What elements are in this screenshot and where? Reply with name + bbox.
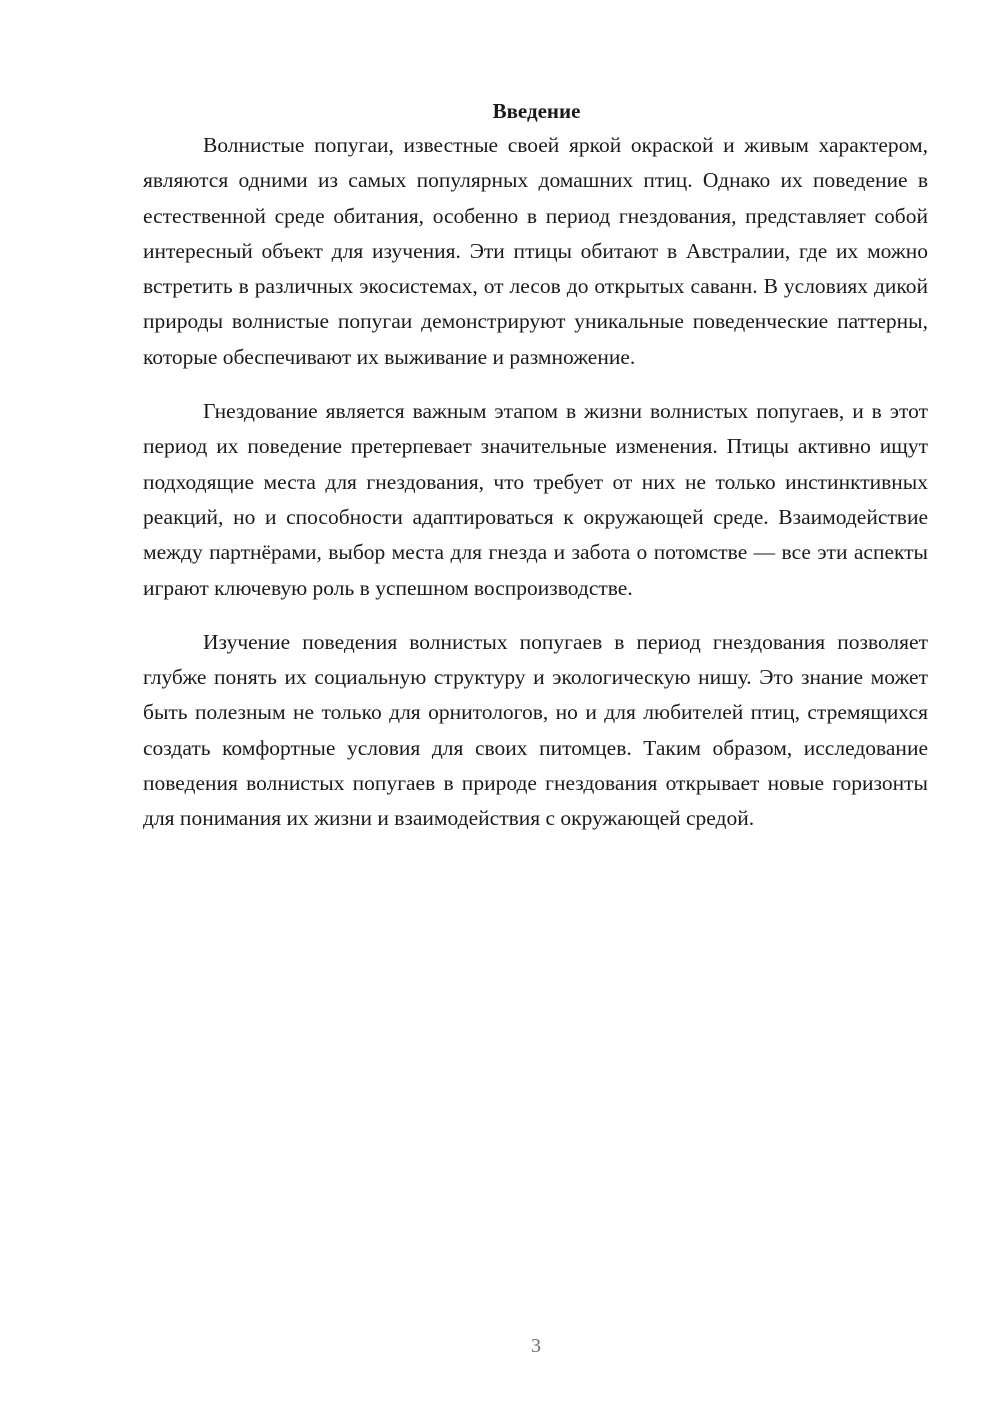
section-heading: Введение: [492, 99, 581, 123]
page-number: 3: [531, 1335, 541, 1357]
paragraph-1: Волнистые попугаи, известные своей яркой окраской и живым характером, являются одними из самых популярных домашних птиц. Однако их поведение в естественной среде обитания, особенно в период гнездования, представляет собой интересный объект для изучения. Эти птицы обитают в Австралии, где их можно встретить в различных экосистемах, от лесов до открытых саванн. В условиях дикой природы волнистые попугаи демонстрируют уникальные поведенческие паттерны, которые обеспечивают их выживание и размножение.: [143, 133, 928, 369]
page-content: [143, 94, 928, 837]
paragraph-3: Изучение поведения волнистых попугаев в период гнездования позволяет глубже понять их социальную структуру и экологическую нишу. Это знание может быть полезным не только для орнитологов, но и для любителей птиц, стремящихся создать комфортные условия для своих питомцев. Таким образом, исследование поведения волнистых попугаев в природе гнездования открывает новые горизонты для понимания их жизни и взаимодействия с окружающей средой.: [143, 629, 928, 831]
paragraph-2: Гнездование является важным этапом в жизни волнистых попугаев, и в этот период их поведение претерпевает значительные изменения. Птицы активно ищут подходящие места для гнездования, что требует от них не только инстинктивных реакций, но и способности адаптироваться к окружающей среде. Взаимодействие между партнёрами, выбор места для гнезда и забота о потомстве — все эти аспекты играют ключевую роль в успешном воспроизводстве.: [143, 399, 928, 600]
